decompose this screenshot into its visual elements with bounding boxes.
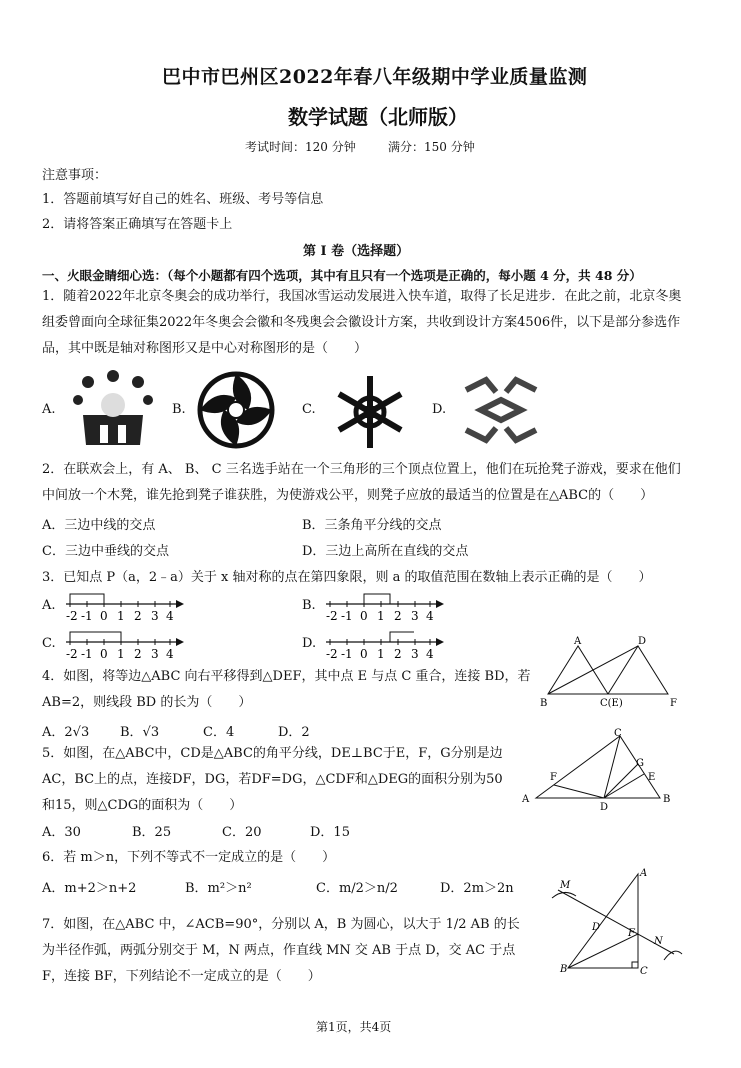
tick-label: -2: [66, 647, 78, 661]
page-number: 第1页，共4页: [316, 1020, 392, 1034]
label-c: C: [614, 728, 622, 739]
notes-item-1: 1．答题前填写好自己的姓名、班级、考号等信息: [42, 192, 324, 207]
full-score: 满分：150 分钟: [388, 140, 475, 154]
label-a: A: [574, 636, 582, 647]
tick-label: 1: [377, 647, 385, 661]
tick-label: 0: [100, 647, 108, 661]
number-line-c: [66, 628, 186, 662]
tick-label: 2: [134, 609, 142, 623]
q3-option-a: A.: [42, 598, 56, 613]
section-instruction: 一、火眼金睛细心选：（每个小题都有四个选项，其中有且只有一个选项是正确的，每小题 4 分，共 48 分）: [42, 268, 642, 283]
q5-stem: 5．如图，在△ABC中，CD是△ABC的角平分线，DE⊥BC于E，F，G分别是边AC，BC上的点，连接DF，DG，若DF=DG，△CDF和△DEG的面积分别为50和15，则△CDG的面积为（ ）: [42, 746, 503, 813]
tick-label: 4: [166, 647, 174, 661]
label-a: A: [640, 868, 648, 879]
label-f: F: [628, 928, 635, 939]
q6-stem: 6．若 m＞n，下列不等式不一定成立的是（ ）: [42, 850, 336, 865]
label-f: F: [670, 698, 677, 709]
q1-option-d: D.: [432, 402, 447, 417]
tick-label: 2: [394, 647, 402, 661]
tick-label: 3: [411, 647, 419, 661]
label-a: A: [522, 794, 530, 805]
tick-label: -2: [326, 647, 338, 661]
q4-stem: 4．如图，将等边△ABC 向右平移得到△DEF，其中点 E 与点 C 重合，连接 BD，若 AB=2，则线段 BD 的长为（ ）: [42, 669, 531, 710]
emblem-d-icon: [456, 370, 546, 450]
q1-stem: 1．随着2022年北京冬奥会的成功举行，我国冰雪运动发展进入快车道，取得了长足进步．在此之前，北京冬奥组委曾面向全球征集2022年冬奥会会徽和冬残奥会会徽设计方案，共收到设计方案4506件，以下是部分参选作品，其中既是轴对称图形又是中心对称图形的是（ ）: [42, 289, 682, 356]
q2-option-d: D．三边上高所在直线的交点: [302, 544, 469, 559]
label-m: M: [560, 880, 571, 891]
number-line-d: [326, 628, 446, 662]
q4-figure: [538, 636, 688, 716]
q4-option-b: B．√3: [120, 725, 160, 740]
tick-label: -1: [341, 609, 353, 623]
q4-option-a: A．2√3: [42, 725, 90, 740]
tick-label: 1: [117, 647, 125, 661]
label-d: D: [600, 802, 609, 813]
exam-title: 巴中市巴州区2022年春八年级期中学业质量监测: [162, 66, 588, 88]
q6-option-d: D．2m＞2n: [440, 881, 514, 896]
q2-option-c: C．三边中垂线的交点: [42, 544, 169, 559]
exam-time: 考试时间：120 分钟: [245, 140, 356, 154]
label-g: G: [636, 758, 644, 769]
tick-label: 3: [151, 609, 159, 623]
tick-label: -2: [66, 609, 78, 623]
q1-option-c: C.: [302, 402, 316, 417]
emblem-a-icon: [68, 370, 158, 450]
tick-label: 4: [426, 647, 434, 661]
q5-option-b: B．25: [132, 825, 172, 840]
tick-label: 3: [151, 647, 159, 661]
tick-label: -1: [341, 647, 353, 661]
q3-option-b: B.: [302, 598, 316, 613]
q2-option-b: B．三条角平分线的交点: [302, 518, 442, 533]
q5-option-a: A．30: [42, 825, 81, 840]
q3-stem: 3．已知点 P（a，2﹣a）关于 x 轴对称的点在第四象限，则 a 的取值范围在数轴上表示正确的是（ ）: [42, 570, 652, 585]
q1-option-a: A.: [42, 402, 56, 417]
q7-figure: [534, 868, 684, 978]
emblem-c-icon: [330, 372, 410, 452]
q2-option-a: A．三边中线的交点: [42, 518, 156, 533]
notes-item-2: 2．请将答案正确填写在答题卡上: [42, 217, 233, 232]
tick-label: 4: [426, 609, 434, 623]
q1-option-b: B.: [172, 402, 186, 417]
q6-option-c: C．m/2＞n/2: [316, 881, 398, 896]
tick-label: 0: [100, 609, 108, 623]
tick-label: 1: [117, 609, 125, 623]
q7-stem: 7．如图，在△ABC 中，∠ACB=90°，分别以 A，B 为圆心，以大于 1/2 AB 的长为半径作弧，两弧分别交于 M，N 两点，作直线 MN 交 AB 于点 D，交 AC 于点 F，连接 BF，下列结论不一定成立的是（ ）: [42, 917, 520, 984]
emblem-b-icon: [196, 370, 276, 450]
q6-option-a: A．m+2＞n+2: [42, 881, 137, 896]
label-d: D: [638, 636, 647, 647]
tick-label: 2: [394, 609, 402, 623]
tick-label: -2: [326, 609, 338, 623]
q4-option-c: C．4: [203, 725, 235, 740]
label-b: B: [540, 698, 548, 709]
tick-label: 3: [411, 609, 419, 623]
q6-option-b: B．m²＞n²: [185, 881, 252, 896]
exam-subtitle: 数学试题（北师版）: [288, 105, 468, 129]
q4-option-d: D．2: [278, 725, 310, 740]
q2-stem: 2．在联欢会上，有 A、 B、 C 三名选手站在一个三角形的三个顶点位置上，他们在玩抢凳子游戏，要求在他们中间放一个木凳，谁先抢到凳子谁获胜，为使游戏公平，则凳子应放的最适当的位置是在△ABC的（ ）: [42, 462, 681, 503]
label-b: B: [663, 794, 671, 805]
label-n: N: [654, 936, 663, 947]
label-c: C: [640, 966, 648, 977]
q5-option-c: C．20: [222, 825, 262, 840]
q3-option-d: D.: [302, 636, 317, 651]
label-f: F: [550, 772, 557, 783]
number-line-a: [66, 590, 186, 624]
number-line-b: [326, 590, 446, 624]
q5-figure: [520, 728, 680, 818]
tick-label: 0: [360, 609, 368, 623]
label-b: B: [560, 964, 568, 975]
tick-label: 2: [134, 647, 142, 661]
section-title: 第 I 卷（选择题）: [303, 244, 410, 259]
notes-heading: 注意事项：: [42, 168, 108, 183]
q3-option-c: C.: [42, 636, 56, 651]
label-e: E: [648, 772, 656, 783]
tick-label: 0: [360, 647, 368, 661]
tick-label: -1: [81, 609, 93, 623]
tick-label: 1: [377, 609, 385, 623]
q5-option-d: D．15: [310, 825, 350, 840]
tick-label: 4: [166, 609, 174, 623]
label-d: D: [592, 922, 601, 933]
tick-label: -1: [81, 647, 93, 661]
label-ce: C(E): [600, 698, 623, 709]
